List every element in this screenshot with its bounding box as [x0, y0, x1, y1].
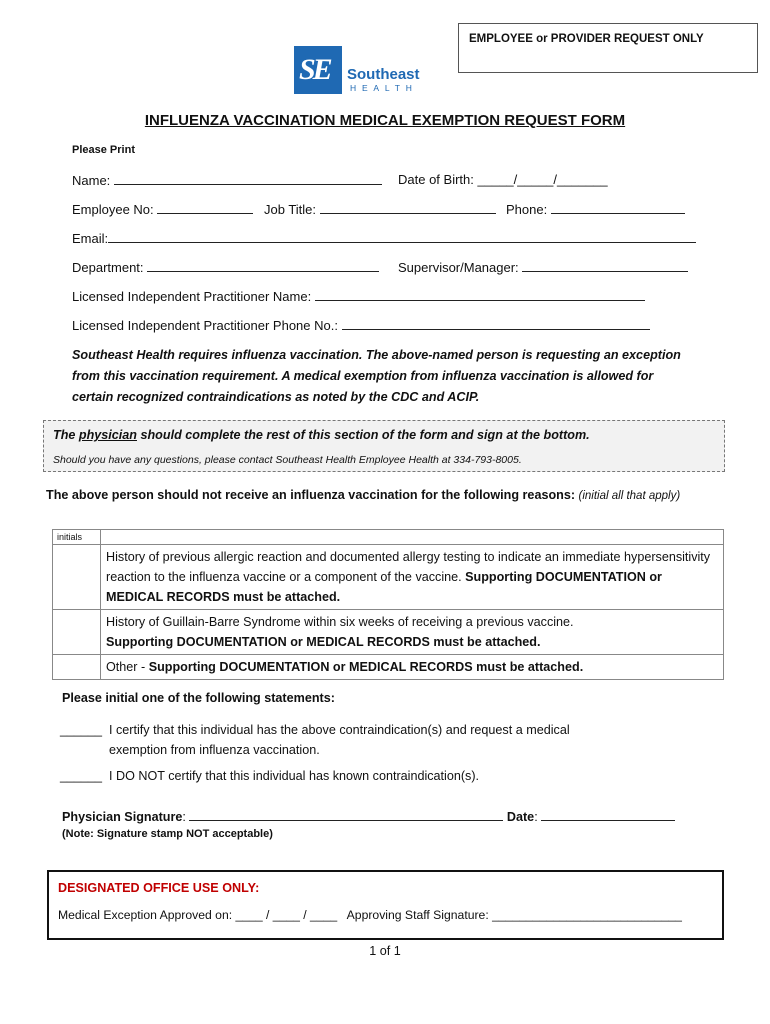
phone-field[interactable] [506, 201, 685, 217]
dob-blank[interactable]: _____/_____/_______ [477, 172, 608, 187]
certify-option-2: I DO NOT certify that this individual has known contraindication(s). [109, 769, 480, 783]
supervisor-field[interactable] [398, 259, 688, 275]
signature-label: Physician Signature [62, 810, 183, 824]
reasons-intro-text: The above person should not receive an influenza vaccination for the following reasons: [46, 488, 576, 502]
reason-other [101, 655, 724, 680]
certify-blank-1[interactable]: ______ [60, 723, 103, 737]
physician-instruction-rest: should complete the rest of this section of the form and sign at the bottom. [136, 428, 590, 442]
physician-signature-row: Physician Signature: Date: [62, 808, 675, 824]
employee-no-label: Employee No: [72, 202, 154, 217]
certify-blank-2[interactable]: ______ [60, 769, 103, 783]
name-line[interactable] [114, 172, 382, 185]
request-type-box [458, 23, 758, 73]
employee-no-line[interactable] [157, 201, 253, 214]
phone-line[interactable] [551, 201, 685, 214]
lip-name-field[interactable] [72, 288, 645, 304]
name-label: Name: [72, 173, 111, 188]
approved-on-label: Medical Exception Approved on: [58, 908, 233, 922]
please-print-note: Please Print [72, 144, 135, 156]
office-use-box [47, 870, 724, 940]
signature-line[interactable] [189, 808, 503, 821]
reason-allergy [101, 545, 724, 610]
physician-emphasis: physician [78, 428, 137, 442]
reason-other-text: Other - [106, 660, 146, 674]
supervisor-label: Supervisor/Manager: [398, 260, 519, 275]
date-line[interactable] [541, 808, 675, 821]
job-title-field[interactable] [264, 201, 496, 217]
initials-cell-allergy[interactable] [53, 545, 101, 610]
reason-other-requirement: Supporting DOCUMENTATION or MEDICAL RECORDS must be attached. [148, 660, 584, 674]
vaccination-requirement-statement: Southeast Health requires influenza vaccination. The above-named person is requesting an exception from this vaccination requirement. A medical exemption from influenza vaccination is allowed for certain recognized contraindications as noted by the CDC and ACIP. [72, 348, 681, 404]
logo-mark-text: SE [299, 53, 330, 86]
department-line[interactable] [147, 259, 379, 272]
contact-note: Should you have any questions, please contact Southeast Health Employee Health at 334-793-8005. [53, 454, 522, 466]
certify-option-1: I certify that this individual has the above contraindication(s) and request a medical exemption from influenza vaccination. [109, 723, 570, 757]
approved-date-blank[interactable]: ____ / ____ / ____ [235, 908, 338, 922]
reasons-note: (initial all that apply) [578, 490, 681, 502]
contraindications-table [52, 529, 724, 680]
table-row [53, 545, 724, 610]
phone-label: Phone: [506, 202, 548, 217]
staff-signature-label: Approving Staff Signature: [346, 908, 489, 922]
department-label: Department: [72, 260, 144, 275]
reason-gbs-requirement: Supporting DOCUMENTATION or MEDICAL RECORDS must be attached. [106, 635, 541, 649]
name-field[interactable] [72, 172, 382, 188]
date-label: Date [506, 810, 535, 824]
table-header-row [53, 530, 724, 545]
reasons-intro [46, 488, 680, 502]
job-title-label: Job Title: [264, 202, 317, 217]
form-title: INFLUENZA VACCINATION MEDICAL EXEMPTION REQUEST FORM [144, 112, 626, 129]
initials-cell-other[interactable] [53, 655, 101, 680]
table-row [53, 655, 724, 680]
staff-signature-blank[interactable]: ____________________________ [492, 908, 682, 922]
office-approval-row [58, 908, 682, 922]
request-type-label: EMPLOYEE or PROVIDER REQUEST ONLY [469, 33, 704, 45]
initials-header: initials [53, 530, 101, 545]
email-label: Email: [72, 231, 109, 246]
initial-statements-heading: Please initial one of the following statements: [62, 691, 335, 705]
lip-phone-label: Licensed Independent Practitioner Phone No.: [72, 318, 338, 333]
reason-allergy-requirement: Supporting DOCUMENTATION or MEDICAL RECORDS must be attached. [106, 570, 662, 604]
job-title-line[interactable] [320, 201, 496, 214]
logo-name: Southeast [347, 66, 420, 83]
physician-instruction-lead: The [53, 428, 79, 442]
reason-gbs-text: History of Guillain-Barre Syndrome within six weeks of receiving a previous vaccine. [106, 615, 574, 629]
dob-label: Date of Birth: [398, 172, 474, 187]
table-row [53, 610, 724, 655]
department-field[interactable] [72, 259, 379, 275]
email-line[interactable] [108, 230, 696, 243]
office-use-heading: DESIGNATED OFFICE USE ONLY: [58, 881, 260, 895]
supervisor-line[interactable] [522, 259, 688, 272]
employee-no-field[interactable] [72, 201, 253, 217]
email-field[interactable] [72, 230, 696, 246]
dob-field[interactable] [398, 172, 608, 187]
lip-phone-line[interactable] [342, 317, 650, 330]
logo-subtitle: HEALTH [350, 83, 418, 93]
lip-name-line[interactable] [315, 288, 645, 301]
page-number: 1 of 1 [369, 944, 401, 958]
signature-stamp-note: (Note: Signature stamp NOT acceptable) [62, 828, 273, 840]
physician-instruction [53, 428, 590, 442]
physician-instructions-box [43, 420, 725, 472]
reason-header [101, 530, 724, 545]
initials-cell-gbs[interactable] [53, 610, 101, 655]
southeast-health-logo-icon [294, 46, 342, 94]
reason-gbs [101, 610, 724, 655]
reason-allergy-text: History of previous allergic reaction and documented allergy testing to indicate an immediate hypersensitivity reaction to the influenza vaccine or a component of the vaccine. [106, 550, 711, 584]
lip-name-label: Licensed Independent Practitioner Name: [72, 289, 312, 304]
lip-phone-field[interactable] [72, 317, 650, 333]
